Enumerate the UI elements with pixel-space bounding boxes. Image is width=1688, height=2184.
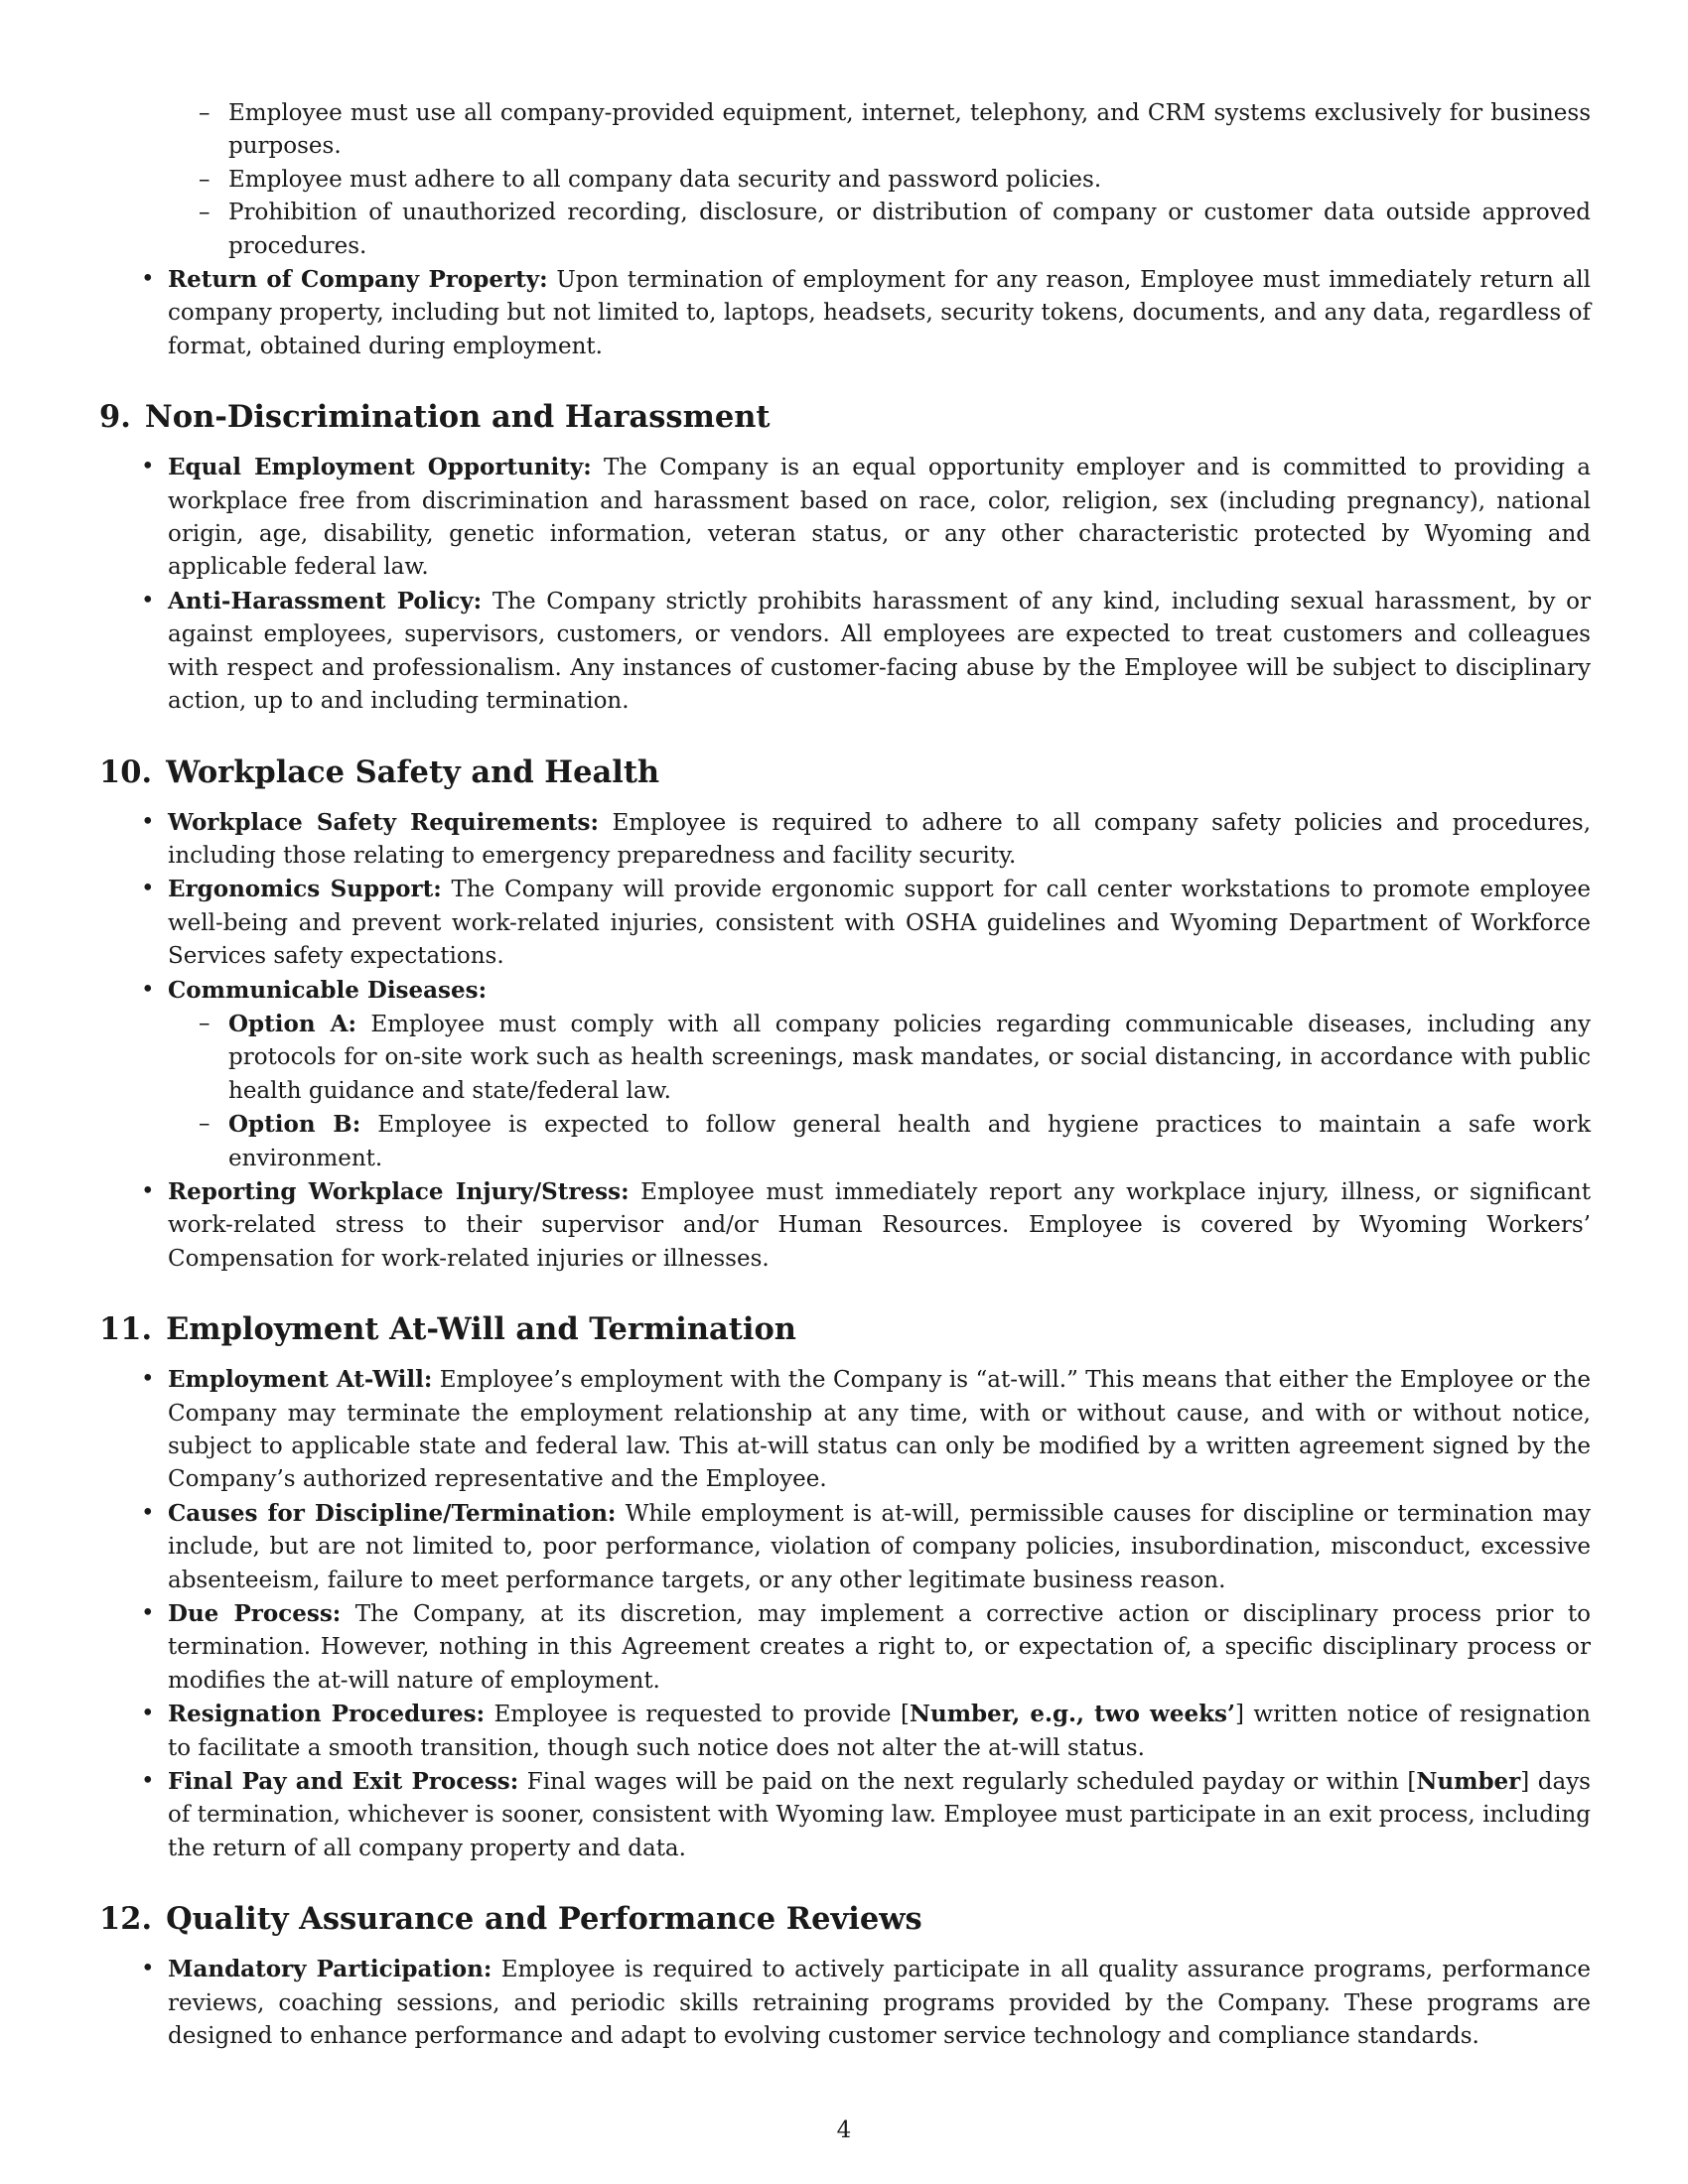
section-12-list bbox=[99, 1953, 1591, 2053]
section-10-list bbox=[99, 806, 1591, 1277]
item-label: Reporting Workplace Injury/Stress: bbox=[168, 1177, 630, 1205]
bullet-item bbox=[168, 873, 1591, 973]
section-9-list bbox=[99, 451, 1591, 718]
placeholder-field: Number, e.g., two weeks’ bbox=[909, 1701, 1236, 1728]
section-heading-11: 11. Employment At-Will and Termination bbox=[99, 1311, 796, 1348]
bullet-item bbox=[168, 451, 1591, 585]
bullet-item bbox=[168, 974, 1591, 1175]
bullet-item bbox=[168, 585, 1591, 719]
item-label: Ergonomics Support: bbox=[168, 876, 442, 903]
item-text: While employment is at-will, permissible causes for discipline or termination may include, but are not limited to, poor performance, violation of company policies, insubordination, misconduct, excessive absenteeism, failure to meet performance targets, or any other legitimate business reason. bbox=[168, 1500, 1591, 1593]
item-text: Employee is required to actively participate in all quality assurance programs, performance reviews, coaching sessions, and periodic skills retraining programs provided by the Company. These programs are designed to enhance performance and adapt to evolving customer service technology and compliance standards. bbox=[168, 1957, 1591, 2050]
bullet-item: • Final Pay and Exit Process: Final wages will be paid on the next regularly scheduled payday or within [Number] days of termination, whichever is sooner, consistent with Wyoming law. Employee must participate in an exit process, including the return of all company property and data. bbox=[168, 1765, 1591, 1865]
item-text: The Company strictly prohibits harassment of any kind, including sexual harassment, by or against employees, supervisors, customers, or vendors. All employees are expected to treat customers and colleagues with respect and professionalism. Any instances of customer-facing abuse by the Employee will be subject to disciplinary action, up to and including termination. bbox=[168, 588, 1592, 715]
item-label: Employment At-Will: bbox=[168, 1366, 433, 1394]
item-label: Communicable Diseases: bbox=[168, 976, 488, 1004]
item-label: Resignation Procedures: bbox=[168, 1701, 486, 1728]
option-item bbox=[228, 1008, 1591, 1108]
item-label: Due Process: bbox=[168, 1600, 342, 1628]
options-list bbox=[168, 1008, 1591, 1175]
item-text: The Company is an equal opportunity employer and is committed to providing a workplace free from discrimination and harassment based on race, color, religion, sex (including pregnancy), national origin, age, disability, genetic information, veteran status, or any other characteristic protected by Wyoming and applicable federal law. bbox=[168, 455, 1591, 581]
item-text: The Company will provide ergonomic support for call center workstations to promote employee well-being and prevent work-related injuries, consistent with OSHA guidelines and Wyoming Department of Workforce Services safety expectations. bbox=[168, 877, 1591, 970]
option-label: Option B: bbox=[228, 1111, 361, 1139]
document-page bbox=[99, 97, 1591, 2054]
bullet-list bbox=[99, 263, 1591, 363]
dash-item: – Employee must use all company-provided equipment, internet, telephony, and CRM systems exclusively for business purposes. bbox=[228, 97, 1591, 164]
section-heading-9: 9. Non-Discrimination and Harassment bbox=[99, 399, 771, 436]
item-label: Final Pay and Exit Process: bbox=[168, 1768, 519, 1796]
option-text: Employee is expected to follow general health and hygiene practices to maintain a safe work environment. bbox=[228, 1112, 1592, 1171]
option-item bbox=[228, 1108, 1591, 1175]
placeholder-field: Number bbox=[1416, 1768, 1521, 1796]
page-number: 4 bbox=[836, 2117, 852, 2143]
dash-item: – Employee must adhere to all company data security and password policies. bbox=[228, 164, 1591, 197]
bullet-item-return-property bbox=[168, 263, 1591, 363]
item-text: The Company, at its discretion, may implement a corrective action or disciplinary process prior to termination. However, nothing in this Agreement creates a right to, or expectation of, a specific disciplinary process or modifies the at-will nature of employment. bbox=[168, 1601, 1591, 1694]
bullet-item bbox=[168, 1175, 1591, 1276]
item-label: Anti-Harassment Policy: bbox=[168, 587, 483, 614]
item-text: Employee’s employment with the Company is “at-will.” This means that either the Employee or the Company may terminate the employment relationship at any time, with or without cause, and with or without notice, subject to applicable state and federal law. This at-will status can only be modified by a written agreement signed by the Company’s authorized representative and the Employee. bbox=[168, 1367, 1591, 1493]
bullet-item bbox=[168, 806, 1591, 874]
bullet-item bbox=[168, 1363, 1591, 1497]
item-text: Employee is required to adhere to all company safety policies and procedures, including those relating to emergency preparedness and facility security. bbox=[168, 809, 1592, 869]
section-heading-10: 10. Workplace Safety and Health bbox=[99, 753, 660, 790]
item-label: Mandatory Participation: bbox=[168, 1956, 492, 1983]
dash-list bbox=[99, 97, 1591, 263]
bullet-item: • Resignation Procedures: Employee is requested to provide [Number, e.g., two weeks’] written notice of resignation to facilitate a smooth transition, though such notice does not alter the at-will status. bbox=[168, 1698, 1591, 1765]
item-text: Upon termination of employment for any reason, Employee must immediately return all company property, including but not limited to, laptops, headsets, security tokens, documents, and any data, regardless of format, obtained during employment. bbox=[168, 267, 1592, 359]
item-label: Causes for Discipline/Termination: bbox=[168, 1499, 617, 1527]
option-label: Option A: bbox=[228, 1010, 356, 1037]
option-text: Employee must comply with all company policies regarding communicable diseases, including any protocols for on-site work such as health screenings, mask mandates, or social distancing, in accordance with public health guidance and state/federal law. bbox=[228, 1011, 1591, 1104]
item-label: Return of Company Property: bbox=[168, 266, 548, 294]
section-11-list bbox=[99, 1363, 1591, 1865]
item-label: Workplace Safety Requirements: bbox=[168, 808, 599, 836]
dash-item: – Prohibition of unauthorized recording, disclosure, or distribution of company or customer data outside approved procedures. bbox=[228, 197, 1591, 263]
bullet-item bbox=[168, 1497, 1591, 1597]
bullet-item bbox=[168, 1953, 1591, 2053]
bullet-item bbox=[168, 1597, 1591, 1698]
section-heading-12: 12. Quality Assurance and Performance Reviews bbox=[99, 1901, 922, 1938]
item-label: Equal Employment Opportunity: bbox=[168, 454, 592, 481]
item-text: Employee must immediately report any workplace injury, illness, or significant work-related stress to their supervisor and/or Human Resources. Employee is covered by Wyoming Workers’ Compensation for work-related injuries or illnesses. bbox=[168, 1178, 1591, 1272]
